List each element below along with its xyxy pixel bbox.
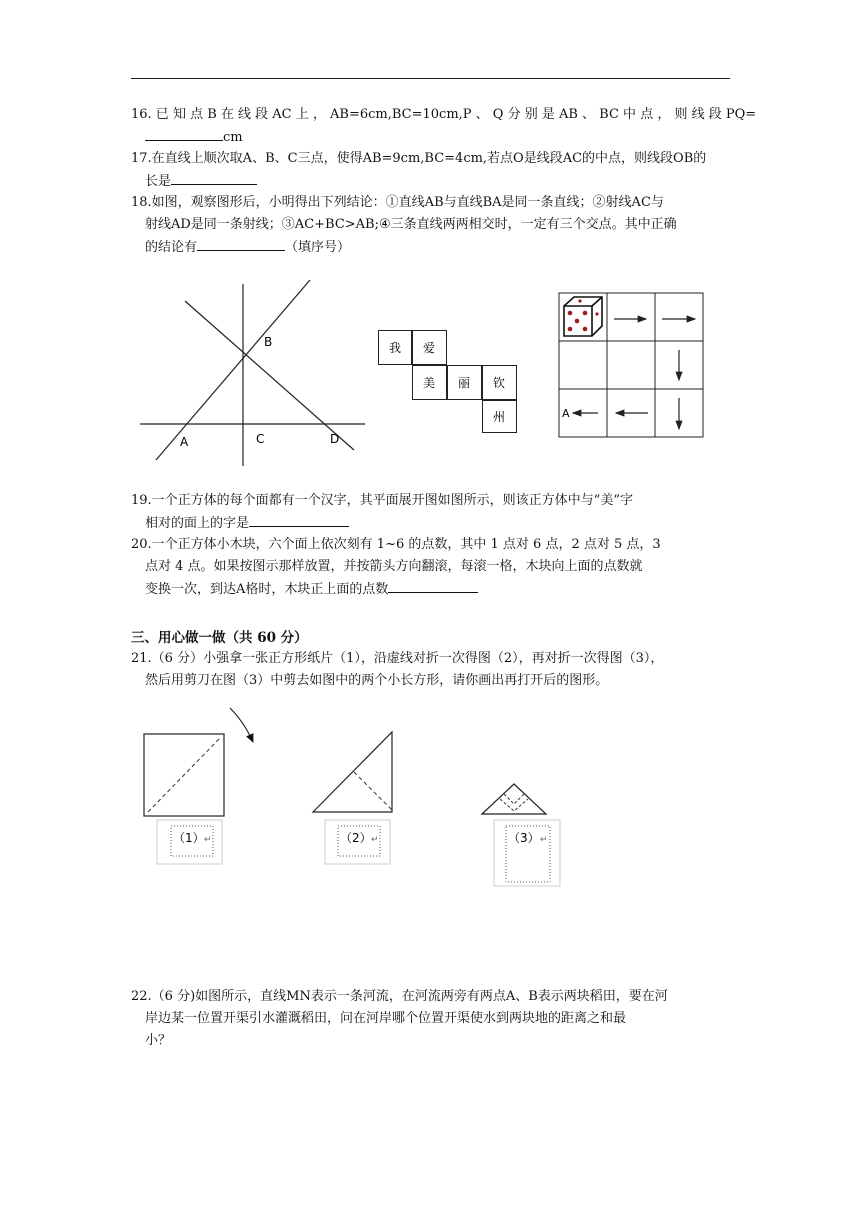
fold-arrow-icon: [230, 708, 253, 742]
label-box-3: [494, 820, 560, 886]
label-a: A: [180, 435, 189, 449]
question-17: [131, 148, 731, 193]
q16-unit: cm: [223, 130, 243, 145]
q18-blank: [197, 236, 285, 251]
q17-line1: 17.在直线上顺次取A、B、C三点，使得AB=9cm,BC=4cm,若点O是线段AC的中点，则线段OB的: [131, 151, 707, 166]
q18-line3b: （填序号）: [285, 240, 351, 255]
net-cell-5: 钦: [492, 376, 506, 390]
q19-blank: [249, 512, 349, 527]
paper-small-triangle: [482, 784, 546, 814]
q17-line2: 长是: [145, 174, 172, 189]
question-21: [131, 648, 731, 692]
rolling-grid-figure: [558, 292, 706, 440]
net-cell-6: 州: [492, 410, 506, 424]
return-mark-1: ↵: [204, 835, 212, 845]
q22-line1: 22.（6 分)如图所示，直线MN表示一条河流，在河流两旁有两点A、B表示两块稻田，要在河: [131, 989, 668, 1004]
header-rule: [131, 78, 730, 79]
q20-line3: 变换一次，到达A格时，木块正上面的点数: [145, 582, 389, 597]
fold-label-2: （2）: [340, 831, 372, 845]
fold-label-3: （3）: [508, 831, 540, 845]
q17-blank: [171, 170, 257, 185]
line-bd: [185, 301, 354, 450]
q16-line1: 16. 已 知 点 B 在 线 段 AC 上 ， AB=6cm,BC=10cm,P 、 Q 分 别 是 AB 、 BC 中 点 ， 则 线 段 PQ=: [131, 107, 757, 122]
q16-blank: [145, 126, 223, 141]
q21-line1: 21.（6 分）小强拿一张正方形纸片（1），沿虚线对折一次得图（2），再对折一次得图（3），: [131, 651, 664, 666]
q22-line2: 岸边某一位置开渠引水灌溉稻田，问在河岸哪个位置开渠使水到两块地的距离之和最: [145, 1011, 627, 1026]
section-3-heading: 三、用心做一做（共 60 分）: [131, 630, 308, 646]
label-b: B: [264, 335, 273, 349]
die-icon: [564, 297, 602, 336]
cube-net-figure: [378, 330, 518, 434]
question-19: [131, 490, 731, 535]
q19-line2: 相对的面上的字是: [145, 516, 250, 531]
question-20: [131, 534, 731, 601]
q18-line2: 射线AD是同一条射线；③AC+BC>AB;④三条直线两两相交时，一定有三个交点。其中正确: [145, 217, 677, 232]
return-mark-2: ↵: [371, 835, 379, 845]
q18-line1: 18.如图，观察图形后，小明得出下列结论：①直线AB与直线BA是同一条直线；②射线AC与: [131, 195, 664, 210]
line-ab: [156, 280, 310, 460]
question-18: [131, 192, 731, 259]
net-cell-3: 美: [422, 376, 436, 390]
grid-label-a: A: [562, 407, 570, 420]
folding-figure: [140, 700, 570, 890]
q22-line3: 小？: [145, 1033, 172, 1048]
paper-triangle: [313, 732, 392, 812]
question-16: [131, 104, 757, 149]
fold-label-1: （1）: [173, 831, 205, 845]
q21-line2: 然后用剪刀在图（3）中剪去如图中的两个小长方形，请你画出再打开后的图形。: [145, 673, 609, 688]
label-c: C: [256, 432, 265, 446]
label-d: D: [330, 432, 340, 446]
net-cell-2: 爱: [422, 341, 436, 355]
question-22: [131, 986, 731, 1052]
q18-line3a: 的结论有: [145, 240, 198, 255]
q19-line1: 19.一个正方体的每个面都有一个汉字，其平面展开图如图所示，则该正方体中与“美”字: [131, 493, 633, 508]
q20-line2: 点对 4 点。如果按图示那样放置，并按箭头方向翻滚，每滚一格，木块向上面的点数就: [145, 559, 643, 574]
return-mark-3: ↵: [540, 835, 548, 845]
net-cell-4: 丽: [457, 376, 471, 390]
lines-figure: [140, 280, 370, 470]
q20-blank: [388, 578, 478, 593]
net-cell-1: 我: [388, 341, 402, 355]
q20-line1: 20.一个正方体小木块，六个面上依次刻有 1~6 的点数，其中 1 点对 6 点，2 点对 5 点，3: [131, 537, 661, 552]
